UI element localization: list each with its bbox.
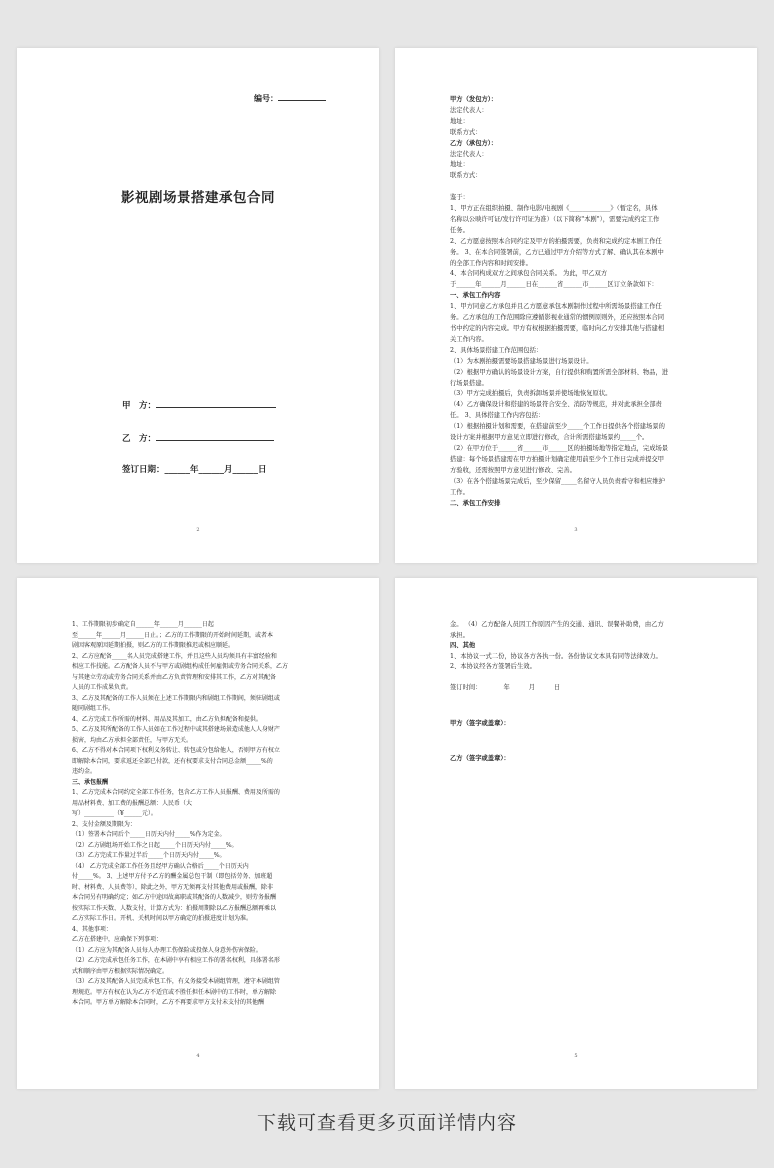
text-line: 的全部工作内容和时间安排。 (450, 259, 532, 267)
text-line: 法定代表人： (450, 106, 488, 114)
text-line: 时、材料费、人员费等），除此之外，甲方无须再支付其他费用或报酬，除非 (72, 883, 274, 891)
text-line: 工作。 (450, 488, 469, 496)
text-line: 2、具体场景搭建工作范围包括： (450, 346, 543, 354)
text-line: （4） 乙方完成全部工作任务且经甲方确认合格后_____个日历天内 (72, 862, 249, 870)
text-line: 行场景搭建。 (450, 379, 488, 387)
contract-title: 影视剧场景搭建承包合同 (121, 190, 275, 206)
section-heading: 乙方（签字或盖章）： (450, 755, 510, 763)
text-line: （2）在甲方位于______省______市______区的拍摄场地等指定地点，完成场景 (450, 444, 669, 452)
text-line: 用品材料费、加工费的报酬总额：人民币（大 (72, 799, 193, 807)
party-b-field (122, 431, 274, 444)
text-line: 至______年______月______日止。；乙方的工作期限的开始时间延期，或者本 (72, 631, 274, 639)
text-line: 相应工作技能。乙方配备人员不与甲方或剧组构成任何雇佣或劳务合同关系，乙方 (72, 663, 289, 670)
text-line: 务。乙方承包的工作范围除应遵循影视业通常的惯例原则外，还应按照本合同 (450, 314, 665, 322)
text-line: 地址： (450, 117, 469, 125)
serial-number-blank (278, 93, 326, 101)
text-line: 式和顺序由甲方根据实际情况确定。 (72, 967, 169, 975)
section-heading: 甲方（发包方）： (450, 96, 498, 103)
serial-number-field (254, 93, 326, 104)
party-a-label: 甲 方： (122, 401, 157, 411)
section-heading: 甲方（签字或盖章）： (450, 719, 510, 727)
text-line: 搭建：每个场景搭建需在甲方拍摄计划确定使用前至少个工作日完成并提交甲 (450, 455, 665, 463)
text-line: 3、乙方及其配备的工作人员须在上述工作期限内和剧组工作期间，须驻剧组或 (72, 694, 280, 702)
sign-date: 签订日期：______年______月______日 (122, 465, 267, 475)
text-line: （2）乙方完成承包任务工作，在本剧中享有相应工作的署名权利，具体署名形 (72, 957, 280, 964)
text-line: 违约金。 (72, 768, 97, 775)
text-line: （1）签署本合同后个_____日历天内付_____%作为定金。 (72, 831, 226, 838)
text-line: 2、本协议经各方签署后生效。 (450, 663, 536, 670)
text-line: 关工作内容。 (450, 335, 488, 343)
text-line: 乙方实际工作日。开机、关机时间以甲方确定的拍摄进度计划为准。 (72, 915, 253, 922)
text-line: 4、其他事项： (72, 925, 112, 933)
text-line: （1）根据拍摄计划和需要，在搭建前至少_____个工作日提供各个搭建场景的 (450, 423, 665, 431)
text-line: 4、乙方完成工作所需的材料、用品及其加工，由乙方负担配备和提供。 (72, 715, 262, 723)
text-line: 剧因客观原因延期拍摄，则乙方的工作期限推迟或相应顺延。 (72, 642, 235, 649)
party-a-field (122, 398, 276, 411)
text-line: 损害，均由乙方承担全部责任，与甲方无关。 (72, 736, 193, 744)
text-line: 法定代表人： (450, 150, 488, 158)
text-line: 付_____%。 3、上述甲方付予乙方的酬金属总包干制（即包括劳务、加班超 (72, 873, 273, 880)
page-number: 2 (196, 527, 200, 533)
text-line: 鉴于： (450, 194, 469, 202)
text-line: 联系方式： (450, 172, 482, 180)
text-line: （1）为本剧拍摄需要场景搭建场景进行场景设计。 (450, 357, 593, 365)
section-heading: 乙方（承包方）： (450, 139, 498, 147)
text-line: 1、乙方完成本合同约定全部工作任务，包含乙方工作人员报酬、费用及所需的 (72, 789, 280, 796)
blank-line (450, 182, 705, 193)
text-line: 地址： (450, 161, 469, 169)
text-line: 乙方在搭建中，应确保下列事项： (72, 936, 163, 943)
text-line: （3）乙方完成工作量过半后_____个日历天内付_____%。 (72, 852, 226, 859)
section-heading: 四、其他 (450, 642, 476, 649)
text-line: 承担。 (450, 631, 469, 639)
contract-text (450, 95, 705, 509)
contract-page-5 (395, 578, 757, 1089)
text-line: （3）甲方完成拍摄后，负责拆卸场景并使场地恢复原状。 (450, 390, 612, 398)
text-line: 1、甲方同意乙方承包并且乙方愿意承包本剧制作过程中所需场景搭建工作任 (450, 303, 662, 311)
text-line: 1、工作期限初步确定自______年______月______日起 (72, 621, 214, 628)
text-line: 签订时间： 年 月 日 (450, 684, 561, 692)
party-b-label: 乙 方： (122, 434, 157, 444)
contract-text (450, 620, 705, 765)
section-heading: 一、承包工作内容 (450, 292, 501, 300)
contract-cover-page (17, 48, 379, 563)
blank-line (450, 729, 705, 740)
text-line: 任。 3、具体搭建工作内容包括： (450, 412, 545, 420)
text-line: 2、支付金额及期限为： (72, 820, 136, 828)
text-line: 联系方式： (450, 128, 482, 136)
text-line: （3）乙方及其配备人员完成承包工作，有义务接受本剧组管理，遵守本剧组管 (72, 978, 280, 985)
text-line: 于______年______月______日在______省______市______区订立条款如下： (450, 281, 658, 289)
party-a-blank (156, 398, 276, 408)
text-line: （4）乙方确保设计和搭建的场景符合安全、消防等规范，并对此承担全部责 (450, 401, 662, 409)
text-line: 理规范。甲方有权在认为乙方不适宜或不胜任担任本剧中的工作时，单方解除 (72, 988, 277, 996)
page-number: 4 (196, 1053, 200, 1059)
text-line: 随同剧组工作。 (72, 705, 115, 712)
section-heading: 二、承包工作安排 (450, 499, 501, 507)
text-line: 按实际工作天数、人数支付，计算方式为：拍摄周期除以乙方报酬总额再乘以 (72, 904, 277, 912)
text-line: 人员的工作成果负责。 (72, 684, 133, 691)
text-line: 6、乙方不得对本合同项下权利义务转让、转包或分包给他人，否则甲方有权立 (72, 747, 280, 754)
contract-page-3 (395, 48, 757, 563)
text-line: 本合同另有明确约定；如乙方中途因故离职或其配备的人数减少，则劳务报酬 (72, 894, 277, 901)
text-line: 方验收，还需按照甲方意见进行修改、完善。 (450, 466, 576, 474)
text-line: 5、乙方及其所配备的工作人员如在工作过程中或其搭建场景造成他人人身财产 (72, 726, 280, 733)
text-line: 4、本合同构成双方之间承包合同关系。 为此，甲乙双方 (450, 270, 608, 278)
page-number: 3 (574, 527, 578, 533)
blank-line (450, 673, 705, 684)
download-more-caption: 下载可查看更多页面详情内容 (256, 1112, 517, 1134)
text-line: 1、本协议一式二份，协议各方各执一份。各份协议文本具有同等法律效力。 (450, 652, 662, 660)
text-line: 与其建立劳动或劳务合同关系并由乙方负责管理和安排其工作，乙方对其配备 (72, 673, 277, 681)
text-line: 写）__________（¥______元）。 (72, 810, 157, 817)
page-number: 5 (574, 1053, 578, 1059)
text-line: 2、乙方愿意按照本合同约定及甲方的拍摄需要，负责和完成约定本剧工作任 (450, 237, 662, 245)
text-line: （2）根据甲方确认的场景设计方案，自行提供和购置所需全部材料、物品，进 (450, 368, 669, 376)
contract-text (72, 620, 327, 1009)
text-line: （2）乙方剧组场开始工作之日起_____个日历天内付_____%。 (72, 841, 238, 849)
text-line: 2、乙方应配备_____名人员完成搭建工作，并且这些人员均须具有丰富经验和 (72, 652, 277, 660)
text-line: 金。 （4）乙方配备人员因工作原因产生的交通、通讯、误餐补助费，由乙方 (450, 621, 664, 628)
serial-number-label: 编号： (254, 93, 278, 103)
text-line: 名称以公映许可证/发行许可证为准）（以下简称"本剧"），需要完成约定工作 (450, 215, 660, 223)
text-line: 书中约定的内容完成。甲方有权根据拍摄需要，临时向乙方安排其他与搭建相 (450, 325, 665, 333)
contract-page-4 (17, 578, 379, 1089)
text-line: （3）在各个搭建场景完成后，至少保留_____名留守人员负责看守和相应维护 (450, 477, 665, 485)
party-b-blank (156, 431, 274, 441)
text-line: （1）乙方应为其配备人员每人办理工伤保险或投保人身意外伤害保险。 (72, 946, 262, 954)
text-line: 设计方案并根据甲方意见立即进行修改，合计所需搭建场景约_____个。 (450, 434, 649, 442)
text-line: 务。 3、在本合同签署前，乙方已通过甲方介绍等方式了解、确认其在本剧中 (450, 248, 664, 256)
text-line: 1、甲方正在组织拍摄、制作电影/电视剧《_____________》（暂定名，具体 (450, 205, 658, 213)
text-line: 即解除本合同，要求返还全部已付款，还有权要求支付合同总金额_____%的 (72, 757, 273, 765)
text-line: 任务。 (450, 226, 469, 234)
text-line: 本合同。甲方单方解除本合同时，乙方不再要求甲方支付未支付的其他酬 (72, 999, 265, 1006)
section-heading: 三、承包报酬 (72, 778, 109, 786)
blank-line (450, 694, 705, 705)
